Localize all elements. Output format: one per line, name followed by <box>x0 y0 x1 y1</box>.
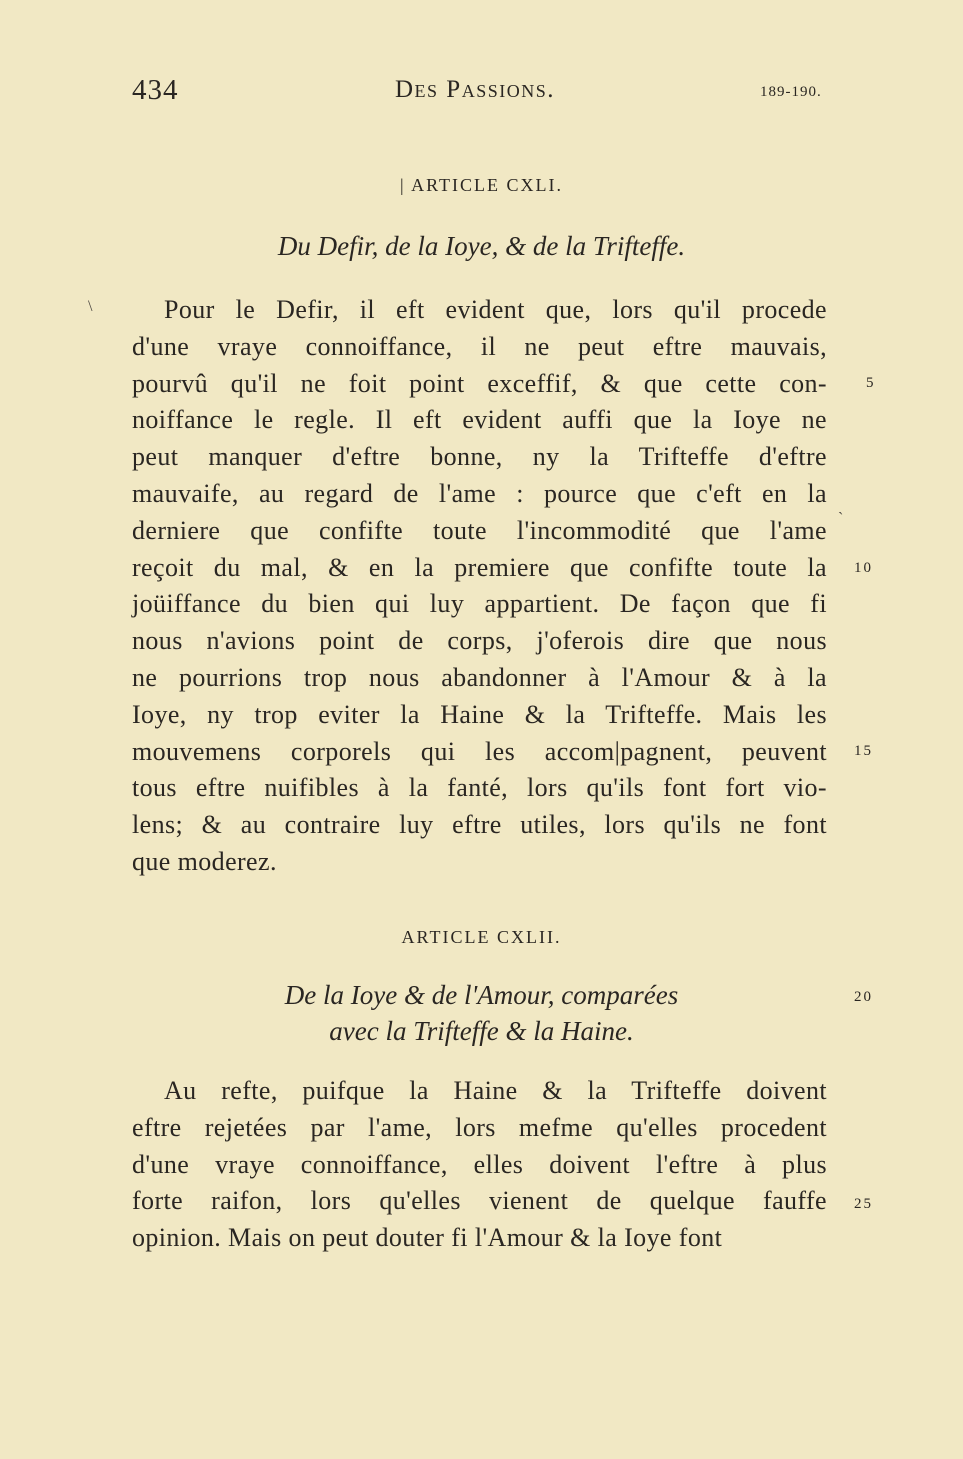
text-line: Au refte, puifque la Haine & la Trifteffe doivent <box>164 1076 827 1105</box>
line-number: 5 <box>866 375 876 391</box>
text-line: tous eftre nuifibles à la fanté, lors qu'ils font fort vio- <box>132 773 827 803</box>
text-line: noiffance le regle. Il eft evident auffi que la Ioye ne <box>132 405 827 435</box>
text-line: pourvû qu'il ne foit point exceffif, & que cette con- <box>132 368 827 398</box>
article-title: De la Ioye & de l'Amour, comparées <box>284 980 679 1010</box>
text-line: que moderez. <box>132 846 277 876</box>
line-number: 20 <box>854 989 873 1005</box>
article-body <box>132 1073 827 1257</box>
line-number: 15 <box>854 743 873 759</box>
page-number: 434 <box>132 74 179 106</box>
article-heading: ARTICLE CXLII. <box>401 927 562 947</box>
text-line: ne pourrions trop nous abandonner à l'Amour & à la <box>132 662 827 692</box>
text-line: d'une vraye connoiffance, elles doivent l'eftre à plus <box>132 1149 827 1179</box>
text-line: d'une vraye connoiffance, il ne peut eftre mauvais, <box>132 331 827 361</box>
margin-mark: ` <box>838 510 844 527</box>
line-number: 25 <box>854 1196 873 1212</box>
text-line: Ioye, ny trop eviter la Haine & la Trifteffe. Mais les <box>132 699 827 729</box>
article-body <box>132 292 827 881</box>
article-title: avec la Trifteffe & la Haine. <box>329 1016 634 1046</box>
line-number: 10 <box>854 560 873 576</box>
page-header <box>132 74 832 114</box>
text-line: reçoit du mal, & en la premiere que confifte toute la <box>132 552 827 582</box>
text-line: forte raifon, lors qu'elles vienent de quelque fauffe <box>132 1186 827 1216</box>
article-heading: | ARTICLE CXLI. <box>399 175 563 195</box>
article-title: Du Defir, de la Ioye, & de la Trifteffe. <box>277 231 686 261</box>
text-line: peut manquer d'eftre bonne, ny la Trifteffe d'eftre <box>132 442 827 472</box>
text-line: joüiffance du bien qui luy appartient. De façon que fi <box>132 589 827 619</box>
text-line: Pour le Defir, il eft evident que, lors qu'il procede <box>164 295 827 324</box>
text-line: mouvemens corporels qui les accom|pagnent, peuvent <box>132 736 827 766</box>
running-title: Des Passions. <box>395 76 555 103</box>
text-line: eftre rejetées par l'ame, lors mefme qu'elles procedent <box>132 1112 827 1142</box>
text-line: nous n'avions point de corps, j'oferois dire que nous <box>132 626 827 656</box>
text-line: mauvaife, au regard de l'ame : pource que c'eft en la <box>132 478 827 508</box>
text-line: derniere que confifte toute l'incommodité que l'ame <box>132 515 827 545</box>
text-line: lens; & au contraire luy eftre utiles, lors qu'ils ne font <box>132 810 827 840</box>
text-line: opinion. Mais on peut douter fi l'Amour & la Ioye font <box>132 1223 723 1253</box>
section-reference: 189-190. <box>760 84 822 100</box>
margin-mark: \ <box>88 298 93 315</box>
